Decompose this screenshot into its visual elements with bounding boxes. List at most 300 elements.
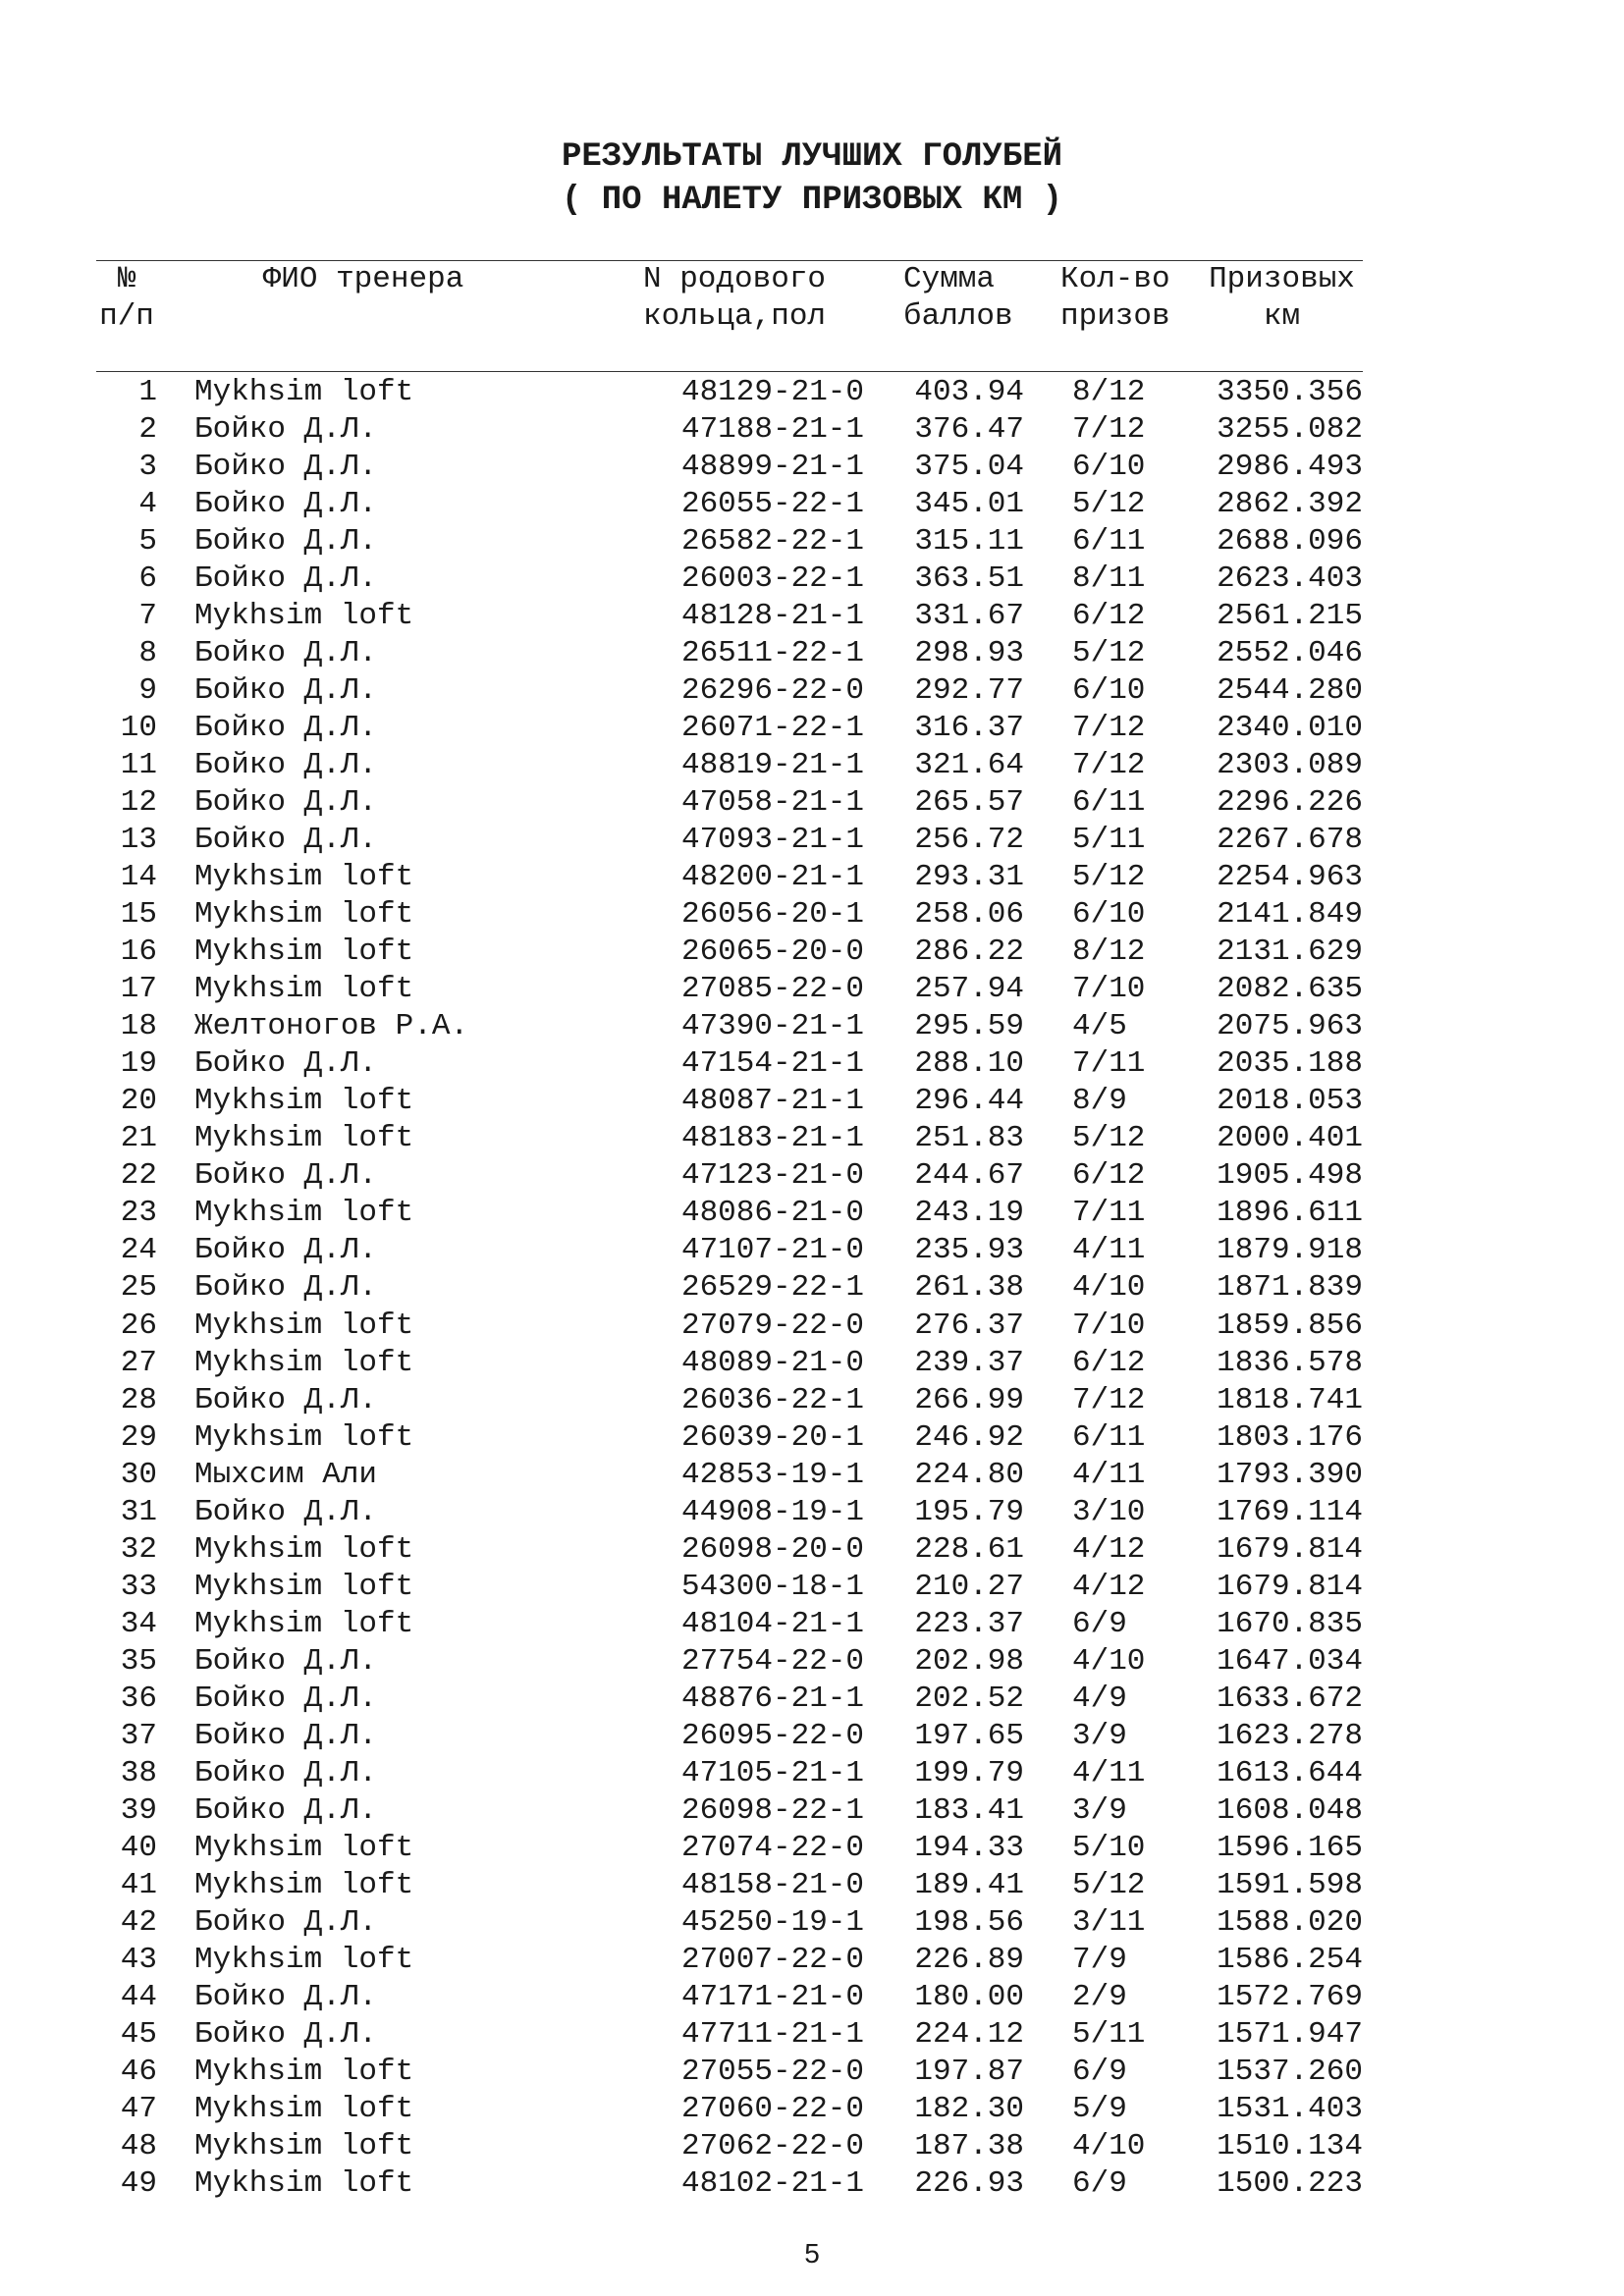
cell-name: Mykhsim loft — [194, 1942, 414, 1977]
cell-score: 288.10 — [914, 1046, 1024, 1082]
table-row — [0, 1083, 1624, 1120]
cell-name: Бойко Д.Л. — [194, 1382, 378, 1417]
table-row — [0, 747, 1624, 784]
cell-km: 2688.096 — [1217, 524, 1363, 560]
cell-score: 292.77 — [914, 673, 1024, 709]
cell-prizes: 5/11 — [1072, 2016, 1146, 2052]
cell-ring: 47188-21-1 — [680, 412, 864, 448]
cell-ring: 48104-21-1 — [680, 1606, 864, 1641]
table-row — [0, 1494, 1624, 1531]
cell-num: 7 — [138, 599, 157, 634]
header-km-line1: Призовых — [1209, 262, 1355, 296]
cell-score: 363.51 — [914, 561, 1024, 597]
cell-prizes: 8/12 — [1072, 375, 1146, 409]
cell-km: 1586.254 — [1217, 1942, 1363, 1977]
table-row — [0, 1345, 1624, 1382]
table-row — [0, 1157, 1624, 1195]
cell-km: 1859.856 — [1217, 1308, 1363, 1343]
cell-km: 1608.048 — [1217, 1792, 1363, 1828]
cell-num: 20 — [120, 1084, 157, 1119]
cell-num: 4 — [138, 487, 157, 522]
cell-num: 29 — [120, 1419, 157, 1455]
cell-prizes: 7/10 — [1072, 1308, 1146, 1343]
cell-name: Бойко Д.Л. — [194, 561, 378, 597]
cell-name: Mykhsim loft — [194, 1345, 414, 1380]
cell-score: 293.31 — [914, 860, 1024, 895]
cell-km: 1896.611 — [1217, 1196, 1363, 1231]
cell-prizes: 4/11 — [1072, 1233, 1146, 1268]
cell-km: 3350.356 — [1217, 375, 1363, 409]
cell-prizes: 7/12 — [1072, 412, 1146, 448]
cell-prizes: 3/10 — [1072, 1494, 1146, 1529]
cell-name: Mykhsim loft — [194, 2091, 414, 2126]
cell-name: Mykhsim loft — [194, 1867, 414, 1902]
table-row — [0, 1531, 1624, 1569]
cell-km: 1588.020 — [1217, 1904, 1363, 1940]
cell-km: 1879.918 — [1217, 1233, 1363, 1268]
cell-score: 257.94 — [914, 972, 1024, 1007]
cell-prizes: 6/9 — [1072, 2054, 1127, 2089]
cell-prizes: 6/10 — [1072, 450, 1146, 485]
table-row — [0, 672, 1624, 710]
cell-ring: 27062-22-0 — [680, 2128, 864, 2163]
cell-num: 32 — [120, 1531, 157, 1567]
cell-score: 224.80 — [914, 1457, 1024, 1492]
cell-name: Mykhsim loft — [194, 2128, 414, 2163]
cell-prizes: 7/11 — [1072, 1196, 1146, 1231]
table-row — [0, 1419, 1624, 1457]
cell-ring: 48183-21-1 — [680, 1121, 864, 1156]
cell-km: 2082.635 — [1217, 972, 1363, 1007]
cell-km: 2141.849 — [1217, 897, 1363, 933]
table-row — [0, 374, 1624, 411]
cell-name: Бойко Д.Л. — [194, 1755, 378, 1790]
cell-score: 195.79 — [914, 1494, 1024, 1529]
table-row — [0, 1120, 1624, 1157]
cell-name: Mykhsim loft — [194, 1606, 414, 1641]
cell-name: Бойко Д.Л. — [194, 1270, 378, 1306]
table-row — [0, 2165, 1624, 2203]
cell-score: 375.04 — [914, 450, 1024, 485]
cell-score: 403.94 — [914, 375, 1024, 409]
cell-num: 31 — [120, 1494, 157, 1529]
cell-name: Mykhsim loft — [194, 897, 414, 933]
cell-num: 18 — [120, 1009, 157, 1044]
header-prizes-line2: призов — [1060, 299, 1170, 334]
table-row — [0, 1681, 1624, 1718]
cell-ring: 48086-21-0 — [680, 1196, 864, 1231]
table-row — [0, 1308, 1624, 1345]
cell-score: 199.79 — [914, 1755, 1024, 1790]
cell-prizes: 6/12 — [1072, 599, 1146, 634]
header-ring-line2: кольца,пол — [643, 299, 827, 334]
table-row — [0, 2091, 1624, 2128]
cell-name: Бойко Д.Л. — [194, 636, 378, 671]
cell-name: Бойко Д.Л. — [194, 1979, 378, 2014]
cell-score: 244.67 — [914, 1158, 1024, 1194]
cell-km: 1679.814 — [1217, 1569, 1363, 1604]
cell-km: 2623.403 — [1217, 561, 1363, 597]
cell-km: 1647.034 — [1217, 1643, 1363, 1679]
cell-prizes: 7/10 — [1072, 972, 1146, 1007]
cell-km: 2544.280 — [1217, 673, 1363, 709]
cell-score: 235.93 — [914, 1233, 1024, 1268]
cell-num: 21 — [120, 1121, 157, 1156]
cell-num: 48 — [120, 2128, 157, 2163]
page-number: 5 — [804, 2238, 820, 2269]
cell-name: Mykhsim loft — [194, 1531, 414, 1567]
cell-num: 22 — [120, 1158, 157, 1194]
table-row — [0, 1755, 1624, 1792]
cell-num: 33 — [120, 1569, 157, 1604]
table-row — [0, 1904, 1624, 1942]
cell-km: 1596.165 — [1217, 1830, 1363, 1865]
table-row — [0, 1792, 1624, 1830]
table-row — [0, 411, 1624, 449]
cell-ring: 48102-21-1 — [680, 2165, 864, 2201]
cell-ring: 27079-22-0 — [680, 1308, 864, 1343]
cell-num: 28 — [120, 1382, 157, 1417]
table-row — [0, 1457, 1624, 1494]
cell-prizes: 6/9 — [1072, 2165, 1127, 2201]
cell-prizes: 7/12 — [1072, 1382, 1146, 1417]
cell-km: 1670.835 — [1217, 1606, 1363, 1641]
cell-num: 11 — [120, 748, 157, 783]
cell-prizes: 6/11 — [1072, 785, 1146, 821]
cell-name: Бойко Д.Л. — [194, 711, 378, 746]
table-row — [0, 1569, 1624, 1606]
cell-km: 1571.947 — [1217, 2016, 1363, 2052]
cell-name: Бойко Д.Л. — [194, 450, 378, 485]
cell-name: Бойко Д.Л. — [194, 1718, 378, 1753]
cell-score: 226.89 — [914, 1942, 1024, 1977]
cell-num: 16 — [120, 934, 157, 970]
cell-num: 39 — [120, 1792, 157, 1828]
cell-name: Бойко Д.Л. — [194, 823, 378, 858]
cell-km: 1572.769 — [1217, 1979, 1363, 2014]
cell-prizes: 5/12 — [1072, 1121, 1146, 1156]
header-score-line2: баллов — [903, 299, 1013, 334]
cell-name: Бойко Д.Л. — [194, 1494, 378, 1529]
table-row — [0, 449, 1624, 486]
table-row — [0, 2054, 1624, 2091]
cell-km: 2254.963 — [1217, 860, 1363, 895]
cell-score: 298.93 — [914, 636, 1024, 671]
cell-prizes: 5/12 — [1072, 1867, 1146, 1902]
header-ring-line1: N родового — [643, 262, 827, 296]
cell-prizes: 8/12 — [1072, 934, 1146, 970]
cell-score: 228.61 — [914, 1531, 1024, 1567]
cell-ring: 47711-21-1 — [680, 2016, 864, 2052]
header-bottom-rule — [96, 371, 1363, 372]
cell-prizes: 6/11 — [1072, 524, 1146, 560]
cell-km: 2303.089 — [1217, 748, 1363, 783]
cell-num: 45 — [120, 2016, 157, 2052]
table-row — [0, 934, 1624, 971]
cell-ring: 47171-21-0 — [680, 1979, 864, 2014]
cell-num: 12 — [120, 785, 157, 821]
cell-km: 2000.401 — [1217, 1121, 1363, 1156]
cell-ring: 26098-22-1 — [680, 1792, 864, 1828]
cell-km: 2035.188 — [1217, 1046, 1363, 1082]
cell-km: 1613.644 — [1217, 1755, 1363, 1790]
cell-name: Mykhsim loft — [194, 599, 414, 634]
cell-score: 296.44 — [914, 1084, 1024, 1119]
cell-ring: 27074-22-0 — [680, 1830, 864, 1865]
cell-name: Mykhsim loft — [194, 375, 414, 409]
cell-ring: 26055-22-1 — [680, 487, 864, 522]
table-row — [0, 1195, 1624, 1232]
cell-km: 1623.278 — [1217, 1718, 1363, 1753]
cell-km: 1905.498 — [1217, 1158, 1363, 1194]
cell-ring: 26039-20-1 — [680, 1419, 864, 1455]
cell-num: 3 — [138, 450, 157, 485]
header-num-line2: п/п — [99, 299, 154, 334]
cell-name: Mykhsim loft — [194, 1196, 414, 1231]
cell-ring: 26511-22-1 — [680, 636, 864, 671]
cell-km: 1500.223 — [1217, 2165, 1363, 2201]
cell-km: 2075.963 — [1217, 1009, 1363, 1044]
table-row — [0, 486, 1624, 523]
cell-score: 266.99 — [914, 1382, 1024, 1417]
cell-ring: 48200-21-1 — [680, 860, 864, 895]
cell-ring: 42853-19-1 — [680, 1457, 864, 1492]
cell-ring: 45250-19-1 — [680, 1904, 864, 1940]
cell-ring: 47058-21-1 — [680, 785, 864, 821]
cell-ring: 48089-21-0 — [680, 1345, 864, 1380]
cell-score: 189.41 — [914, 1867, 1024, 1902]
cell-num: 26 — [120, 1308, 157, 1343]
cell-prizes: 5/12 — [1072, 636, 1146, 671]
cell-km: 1818.741 — [1217, 1382, 1363, 1417]
cell-score: 315.11 — [914, 524, 1024, 560]
table-row — [0, 971, 1624, 1008]
cell-score: 276.37 — [914, 1308, 1024, 1343]
cell-num: 46 — [120, 2054, 157, 2089]
header-name: ФИО тренера — [262, 262, 464, 296]
table-row — [0, 2128, 1624, 2165]
cell-ring: 48819-21-1 — [680, 748, 864, 783]
cell-score: 256.72 — [914, 823, 1024, 858]
cell-name: Бойко Д.Л. — [194, 2016, 378, 2052]
cell-name: Бойко Д.Л. — [194, 412, 378, 448]
cell-km: 1793.390 — [1217, 1457, 1363, 1492]
cell-ring: 26036-22-1 — [680, 1382, 864, 1417]
cell-km: 2267.678 — [1217, 823, 1363, 858]
table-row — [0, 1830, 1624, 1867]
cell-score: 198.56 — [914, 1904, 1024, 1940]
cell-name: Бойко Д.Л. — [194, 785, 378, 821]
cell-km: 2018.053 — [1217, 1084, 1363, 1119]
table-row — [0, 710, 1624, 747]
cell-num: 10 — [120, 711, 157, 746]
cell-prizes: 2/9 — [1072, 1979, 1127, 2014]
table-row — [0, 1942, 1624, 1979]
cell-prizes: 3/11 — [1072, 1904, 1146, 1940]
cell-ring: 48899-21-1 — [680, 450, 864, 485]
cell-prizes: 4/5 — [1072, 1009, 1127, 1044]
cell-score: 223.37 — [914, 1606, 1024, 1641]
table-row — [0, 1382, 1624, 1419]
cell-ring: 26095-22-0 — [680, 1718, 864, 1753]
table-row — [0, 822, 1624, 859]
cell-num: 15 — [120, 897, 157, 933]
page-subtitle: ( ПО НАЛЕТУ ПРИЗОВЫХ КМ ) — [561, 182, 1063, 219]
cell-name: Бойко Д.Л. — [194, 1158, 378, 1194]
cell-ring: 26529-22-1 — [680, 1270, 864, 1306]
cell-score: 243.19 — [914, 1196, 1024, 1231]
cell-num: 47 — [120, 2091, 157, 2126]
cell-num: 23 — [120, 1196, 157, 1231]
cell-prizes: 4/12 — [1072, 1569, 1146, 1604]
cell-num: 24 — [120, 1233, 157, 1268]
cell-name: Mykhsim loft — [194, 1308, 414, 1343]
cell-name: Mykhsim loft — [194, 1121, 414, 1156]
cell-num: 19 — [120, 1046, 157, 1082]
cell-km: 2131.629 — [1217, 934, 1363, 970]
cell-prizes: 6/10 — [1072, 673, 1146, 709]
table-row — [0, 896, 1624, 934]
cell-score: 194.33 — [914, 1830, 1024, 1865]
cell-ring: 47105-21-1 — [680, 1755, 864, 1790]
cell-ring: 26056-20-1 — [680, 897, 864, 933]
table-row — [0, 2016, 1624, 2054]
cell-km: 1537.260 — [1217, 2054, 1363, 2089]
cell-name: Mykhsim loft — [194, 1569, 414, 1604]
cell-km: 2552.046 — [1217, 636, 1363, 671]
cell-ring: 27007-22-0 — [680, 1942, 864, 1977]
cell-prizes: 4/11 — [1072, 1755, 1146, 1790]
cell-prizes: 4/11 — [1072, 1457, 1146, 1492]
cell-prizes: 8/9 — [1072, 1084, 1127, 1119]
cell-score: 286.22 — [914, 934, 1024, 970]
cell-num: 25 — [120, 1270, 157, 1306]
cell-name: Mykhsim loft — [194, 1830, 414, 1865]
cell-num: 17 — [120, 972, 157, 1007]
cell-name: Mykhsim loft — [194, 972, 414, 1007]
cell-name: Mykhsim loft — [194, 1419, 414, 1455]
cell-prizes: 7/12 — [1072, 711, 1146, 746]
cell-prizes: 6/12 — [1072, 1345, 1146, 1380]
cell-ring: 47154-21-1 — [680, 1046, 864, 1082]
table-row — [0, 1606, 1624, 1643]
cell-num: 44 — [120, 1979, 157, 2014]
cell-km: 1803.176 — [1217, 1419, 1363, 1455]
cell-prizes: 7/12 — [1072, 748, 1146, 783]
cell-score: 202.52 — [914, 1681, 1024, 1716]
cell-prizes: 6/12 — [1072, 1158, 1146, 1194]
cell-num: 35 — [120, 1643, 157, 1679]
cell-prizes: 8/11 — [1072, 561, 1146, 597]
cell-score: 251.83 — [914, 1121, 1024, 1156]
cell-name: Бойко Д.Л. — [194, 487, 378, 522]
cell-ring: 26003-22-1 — [680, 561, 864, 597]
cell-num: 37 — [120, 1718, 157, 1753]
cell-km: 2296.226 — [1217, 785, 1363, 821]
cell-num: 30 — [120, 1457, 157, 1492]
cell-km: 1510.134 — [1217, 2128, 1363, 2163]
cell-score: 265.57 — [914, 785, 1024, 821]
page-title: РЕЗУЛЬТАТЫ ЛУЧШИХ ГОЛУБЕЙ — [561, 138, 1063, 176]
cell-num: 41 — [120, 1867, 157, 1902]
cell-score: 239.37 — [914, 1345, 1024, 1380]
cell-name: Бойко Д.Л. — [194, 748, 378, 783]
table-row — [0, 1045, 1624, 1083]
cell-ring: 26065-20-0 — [680, 934, 864, 970]
cell-ring: 44908-19-1 — [680, 1494, 864, 1529]
cell-km: 1531.403 — [1217, 2091, 1363, 2126]
cell-num: 6 — [138, 561, 157, 597]
cell-ring: 27055-22-0 — [680, 2054, 864, 2089]
cell-score: 180.00 — [914, 1979, 1024, 2014]
cell-score: 182.30 — [914, 2091, 1024, 2126]
cell-score: 258.06 — [914, 897, 1024, 933]
cell-num: 42 — [120, 1904, 157, 1940]
cell-num: 34 — [120, 1606, 157, 1641]
cell-num: 38 — [120, 1755, 157, 1790]
cell-ring: 26296-22-0 — [680, 673, 864, 709]
table-row — [0, 561, 1624, 598]
cell-km: 1679.814 — [1217, 1531, 1363, 1567]
cell-name: Бойко Д.Л. — [194, 1643, 378, 1679]
cell-ring: 47123-21-0 — [680, 1158, 864, 1194]
cell-ring: 27754-22-0 — [680, 1643, 864, 1679]
cell-prizes: 6/9 — [1072, 1606, 1127, 1641]
cell-name: Mykhsim loft — [194, 2054, 414, 2089]
cell-prizes: 4/12 — [1072, 1531, 1146, 1567]
cell-score: 183.41 — [914, 1792, 1024, 1828]
table-row — [0, 1979, 1624, 2016]
cell-score: 246.92 — [914, 1419, 1024, 1455]
cell-num: 2 — [138, 412, 157, 448]
header-prizes-line1: Кол-во — [1060, 262, 1170, 296]
cell-ring: 27060-22-0 — [680, 2091, 864, 2126]
cell-score: 224.12 — [914, 2016, 1024, 2052]
header-score-line1: Сумма — [903, 262, 996, 296]
cell-ring: 48158-21-0 — [680, 1867, 864, 1902]
table-row — [0, 1269, 1624, 1307]
cell-score: 321.64 — [914, 748, 1024, 783]
table-row — [0, 1232, 1624, 1269]
cell-name: Бойко Д.Л. — [194, 1792, 378, 1828]
cell-ring: 48128-21-1 — [680, 599, 864, 634]
cell-ring: 48129-21-0 — [680, 375, 864, 409]
cell-km: 1769.114 — [1217, 1494, 1363, 1529]
cell-km: 1633.672 — [1217, 1681, 1363, 1716]
cell-ring: 47093-21-1 — [680, 823, 864, 858]
cell-num: 27 — [120, 1345, 157, 1380]
cell-km: 2340.010 — [1217, 711, 1363, 746]
cell-prizes: 5/9 — [1072, 2091, 1127, 2126]
cell-score: 345.01 — [914, 487, 1024, 522]
cell-num: 13 — [120, 823, 157, 858]
cell-km: 1591.598 — [1217, 1867, 1363, 1902]
cell-name: Бойко Д.Л. — [194, 1681, 378, 1716]
cell-score: 226.93 — [914, 2165, 1024, 2201]
cell-num: 14 — [120, 860, 157, 895]
table-row — [0, 1643, 1624, 1681]
cell-name: Mykhsim loft — [194, 860, 414, 895]
cell-score: 197.65 — [914, 1718, 1024, 1753]
table-row — [0, 1867, 1624, 1904]
table-row — [0, 784, 1624, 822]
cell-name: Мыхсим Али — [194, 1457, 378, 1492]
cell-name: Бойко Д.Л. — [194, 1904, 378, 1940]
cell-prizes: 7/11 — [1072, 1046, 1146, 1082]
cell-name: Бойко Д.Л. — [194, 1046, 378, 1082]
cell-prizes: 3/9 — [1072, 1792, 1127, 1828]
cell-num: 49 — [120, 2165, 157, 2201]
